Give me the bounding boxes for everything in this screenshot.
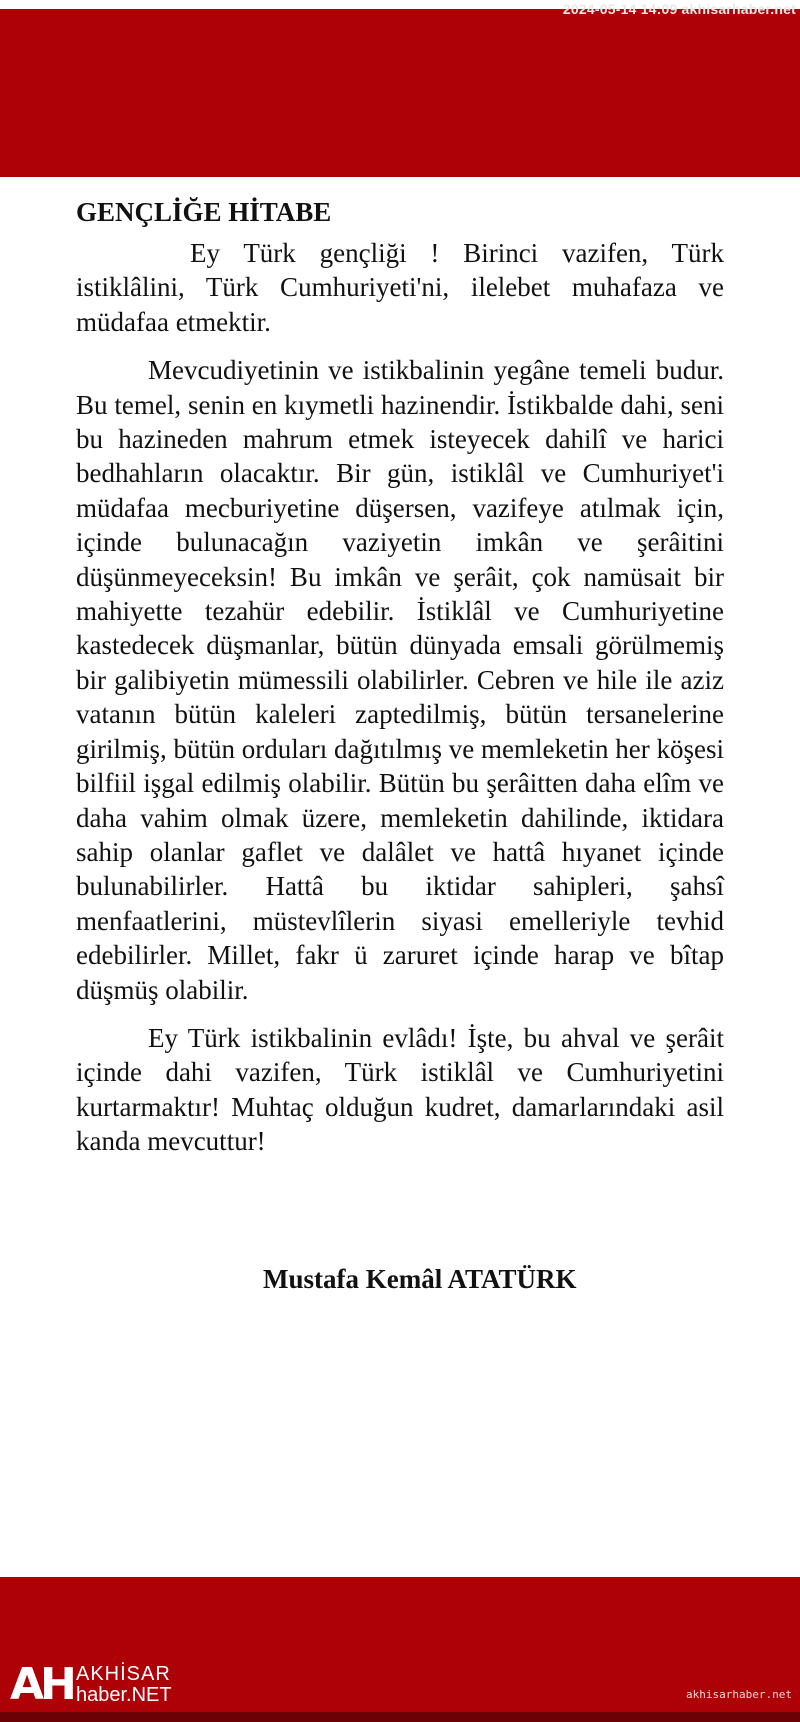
bottom-dark-strip xyxy=(0,1712,800,1722)
akhisar-haber-logo[interactable] xyxy=(10,1660,180,1710)
logo-text-bottom: haber.NET xyxy=(76,1684,172,1706)
paragraph-3: Ey Türk istikbalinin evlâdı! İşte, bu ahval ve şerâit içinde dahi vazifen, Türk istiklâl ve Cumhuriyetini kurtarmaktır! Muhtaç olduğun kudret, damarlarındaki asil kanda mevcuttur! xyxy=(76,1022,724,1157)
document-body xyxy=(76,192,724,1173)
logo-mark: AH xyxy=(10,1659,73,1710)
logo-text-top: AKHİSAR xyxy=(76,1663,171,1685)
paragraph-1: Ey Türk gençliği ! Birinci vazifen, Türk istiklâlini, Türk Cumhuriyeti'ni, ilelebet muhafaza ve müdafaa etmektir. xyxy=(76,238,724,337)
signature: Mustafa Kemâl ATATÜRK xyxy=(263,1264,577,1294)
timestamp-watermark: 2024-05-14 14:09 akhisarhaber.net xyxy=(562,1,796,17)
top-red-band xyxy=(0,9,800,177)
site-url[interactable]: akhisarhaber.net xyxy=(686,1688,792,1701)
paragraph-2: Mevcudiyetinin ve istikbalinin yegâne temeli budur. Bu temel, senin en kıymetli hazinendir. İstikbalde dahi, seni bu hazineden mahrum etmek isteyecek dahilî ve harici bedhahların olacaktır. Bir gün, istiklâl ve Cumhuriyet'i müdafaa mecburiyetine düşersen, vazifeye atılmak için, içinde bulunacağın vaziyetin imkân ve şerâitini düşünmeyeceksin! Bu imkân ve şerâit, çok namüsait bir mahiyette tezahür edebilir. İstiklâl ve Cumhuriyetine kastedecek düşmanlar, bütün dünyada emsali görülmemiş bir galibiyetin mümessili olabilirler. Cebren ve hile ile aziz vatanın bütün kaleleri zaptedilmiş, bütün tersanelerine girilmiş, bütün orduları dağıtılmış ve memleketin her köşesi bilfiil işgal edilmiş olabilir. Bütün bu şerâitten daha elîm ve daha vahim olmak üzere, memleketin dahilinde, iktidara sahip olanlar gaflet ve dalâlet ve hattâ hıyanet içinde bulunabilirler. Hattâ bu iktidar sahipleri, şahsî menfaatlerini, müstevlîlerin siyasi emelleriyle tevhid edebilirler. Millet, fakr ü zaruret içinde harap ve bîtap düşmüş olabilir. xyxy=(76,355,724,1005)
document-title: GENÇLİĞE HİTABE xyxy=(76,197,332,227)
